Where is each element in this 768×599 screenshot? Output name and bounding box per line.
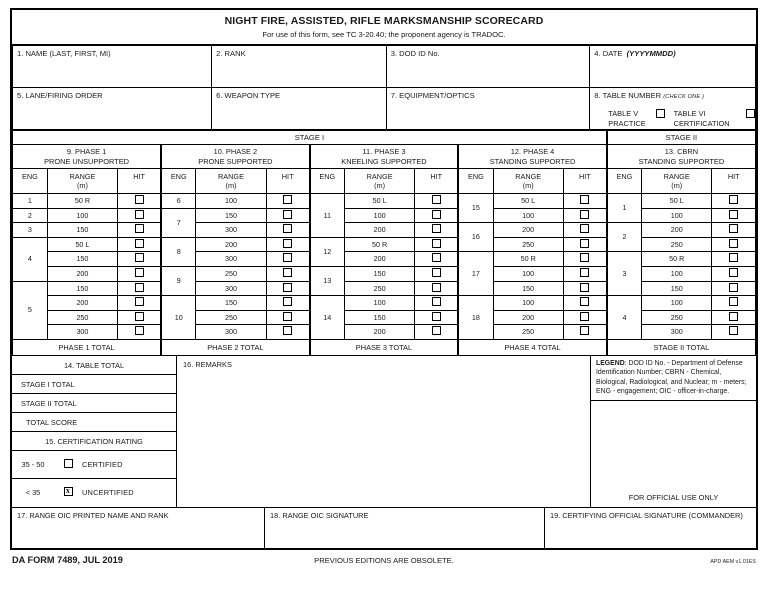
hit-cell[interactable] <box>266 194 309 209</box>
hit-cell[interactable] <box>118 310 161 325</box>
hit-cell[interactable] <box>266 223 309 238</box>
hit-cell[interactable] <box>563 266 606 281</box>
fouo-notice: FOR OFFICIAL USE ONLY <box>628 492 719 502</box>
column-header-row <box>13 169 756 194</box>
col-eng-2: ENG <box>161 169 196 194</box>
hit-cell[interactable] <box>118 252 161 267</box>
certification-rating-heading: 15. CERTIFICATION RATING <box>12 432 176 451</box>
hit-checkbox[interactable] <box>432 283 441 292</box>
range-cell: 100 <box>493 296 563 311</box>
table-row <box>13 252 756 267</box>
legend-block <box>591 356 756 401</box>
previous-editions-notice: PREVIOUS EDITIONS ARE OBSOLETE. <box>314 555 454 565</box>
check-one-hint: (CHECK ONE ) <box>663 94 705 100</box>
eng-cell: 12 <box>310 237 345 266</box>
hit-cell[interactable] <box>563 194 606 209</box>
phase-totals-row <box>13 339 756 355</box>
eng-cell: 3 <box>607 252 642 296</box>
scoring-grid <box>12 130 756 356</box>
hit-cell[interactable] <box>415 194 458 209</box>
hit-checkbox[interactable] <box>580 283 589 292</box>
hit-checkbox[interactable] <box>432 297 441 306</box>
field-date-label: 4. DATE <box>594 49 623 58</box>
col-range-4: RANGE (m) <box>493 169 563 194</box>
col-hit-2: HIT <box>266 169 309 194</box>
field-lane[interactable] <box>13 88 212 130</box>
hit-checkbox[interactable] <box>580 297 589 306</box>
range-cell: 150 <box>344 310 414 325</box>
hit-cell[interactable] <box>266 281 309 296</box>
hit-checkbox[interactable] <box>580 195 589 204</box>
range-cell: 100 <box>642 266 712 281</box>
field-equipment-optics-label: 7. EQUIPMENT/OPTICS <box>390 91 475 100</box>
range-cell: 50 R <box>47 194 117 209</box>
hit-checkbox[interactable] <box>283 283 292 292</box>
phase-1-total: PHASE 1 TOTAL <box>13 339 162 355</box>
hit-cell[interactable] <box>712 208 756 223</box>
hit-checkbox[interactable] <box>729 283 738 292</box>
range-cell: 300 <box>47 325 117 340</box>
eng-cell: 10 <box>161 296 196 340</box>
hit-checkbox[interactable] <box>729 326 738 335</box>
page-subtitle: For use of this form, see TC 3-20.40; the proponent agency is TRADOC. <box>262 30 506 39</box>
stage-band-row <box>13 131 756 145</box>
phase-3-total: PHASE 3 TOTAL <box>310 339 459 355</box>
phase-title-row <box>13 145 756 169</box>
table-number-options <box>594 109 755 128</box>
hit-checkbox[interactable] <box>283 210 292 219</box>
hit-checkbox[interactable] <box>283 312 292 321</box>
table-row <box>13 223 756 238</box>
stage-2-total: STAGE II TOTAL <box>607 339 756 355</box>
hit-cell[interactable] <box>712 266 756 281</box>
hit-cell[interactable] <box>266 310 309 325</box>
table-row <box>13 208 756 223</box>
stage-1-total-row[interactable]: STAGE I TOTAL <box>12 375 176 394</box>
hit-checkbox[interactable] <box>729 210 738 219</box>
eng-cell: 6 <box>161 194 196 209</box>
hit-cell[interactable] <box>118 208 161 223</box>
field-name[interactable] <box>13 46 212 88</box>
hit-checkbox[interactable] <box>283 253 292 262</box>
legend-text: : DOD ID No. - Department of Defense Identification Number; CBRN - Chemical, Biological, Radiological, and Nuclear; m - meters; ENG - engagement; OIC - officer-in-charge. <box>596 359 747 396</box>
range-cell: 250 <box>493 237 563 252</box>
hit-checkbox[interactable] <box>432 195 441 204</box>
col-range-1: RANGE (m) <box>47 169 117 194</box>
range-cell: 50 R <box>642 252 712 267</box>
range-cell: 250 <box>493 325 563 340</box>
totals-panel <box>12 356 177 507</box>
hit-cell[interactable] <box>563 310 606 325</box>
hit-cell[interactable] <box>415 296 458 311</box>
header-fields-table <box>12 45 756 130</box>
table-vi-label: TABLE VI CERTIFICATION <box>673 109 730 128</box>
total-score-row[interactable]: TOTAL SCORE <box>12 413 176 432</box>
eng-cell: 7 <box>161 208 196 237</box>
hit-checkbox[interactable] <box>729 239 738 248</box>
hit-cell[interactable] <box>563 296 606 311</box>
hit-cell[interactable] <box>118 194 161 209</box>
signature-row <box>12 507 756 548</box>
certified-label: CERTIFIED <box>82 459 123 469</box>
lower-section <box>12 356 756 507</box>
uncertified-range: < 35 <box>25 488 41 498</box>
eng-cell: 8 <box>161 237 196 266</box>
hit-cell[interactable] <box>118 281 161 296</box>
hit-cell[interactable] <box>712 194 756 209</box>
range-cell: 50 L <box>642 194 712 209</box>
legend-heading: LEGEND <box>596 359 625 367</box>
certified-checkbox[interactable] <box>64 459 73 468</box>
col-hit-3: HIT <box>415 169 458 194</box>
field-rank[interactable] <box>212 46 387 88</box>
certified-range: 35 - 50 <box>21 459 45 469</box>
range-cell: 150 <box>642 281 712 296</box>
range-cell: 150 <box>196 296 266 311</box>
field-weapon-type-label: 6. WEAPON TYPE <box>216 91 281 100</box>
table-row <box>13 194 756 209</box>
hit-checkbox[interactable] <box>135 283 144 292</box>
phase-1-header: 9. PHASE 1 PRONE UNSUPPORTED <box>13 145 162 169</box>
title-table <box>12 10 756 45</box>
hit-cell[interactable] <box>563 325 606 340</box>
hit-checkbox[interactable] <box>580 239 589 248</box>
scorecard-form <box>10 8 758 550</box>
hit-cell[interactable] <box>415 223 458 238</box>
field-rank-label: 2. RANK <box>216 49 246 58</box>
hit-checkbox[interactable] <box>135 312 144 321</box>
hit-checkbox[interactable] <box>580 268 589 277</box>
hit-cell[interactable] <box>266 296 309 311</box>
hit-checkbox[interactable] <box>283 326 292 335</box>
field-dod-id-label: 3. DOD ID No. <box>390 49 440 58</box>
range-cell: 200 <box>344 325 414 340</box>
table-row <box>13 237 756 252</box>
hit-checkbox[interactable] <box>432 239 441 248</box>
range-cell: 100 <box>493 208 563 223</box>
stage-1-header: STAGE I <box>13 131 607 145</box>
eng-cell: 17 <box>458 252 493 296</box>
range-cell: 50 L <box>47 237 117 252</box>
range-cell: 200 <box>493 310 563 325</box>
range-cell: 300 <box>196 325 266 340</box>
range-cell: 150 <box>47 281 117 296</box>
form-footer <box>10 550 758 574</box>
range-cell: 200 <box>196 237 266 252</box>
hit-cell[interactable] <box>712 237 756 252</box>
hit-checkbox[interactable] <box>729 312 738 321</box>
range-cell: 300 <box>196 223 266 238</box>
col-eng-5: ENG <box>607 169 642 194</box>
range-cell: 150 <box>196 208 266 223</box>
eng-cell: 3 <box>13 223 48 238</box>
range-cell: 150 <box>493 281 563 296</box>
hit-cell[interactable] <box>563 281 606 296</box>
range-cell: 100 <box>47 208 117 223</box>
hit-cell[interactable] <box>563 223 606 238</box>
hit-checkbox[interactable] <box>580 253 589 262</box>
signature-certifying-official[interactable]: 19. CERTIFYING OFFICIAL SIGNATURE (COMMANDER) <box>550 510 743 520</box>
range-cell: 250 <box>642 237 712 252</box>
eng-cell: 1 <box>607 194 642 223</box>
hit-checkbox[interactable] <box>283 195 292 204</box>
table-row <box>13 310 756 325</box>
eng-cell: 16 <box>458 223 493 252</box>
phase-2-header: 10. PHASE 2 PRONE SUPPORTED <box>161 145 310 169</box>
title-block <box>12 10 756 45</box>
range-cell: 100 <box>344 296 414 311</box>
range-cell: 100 <box>642 208 712 223</box>
hit-cell[interactable] <box>266 325 309 340</box>
uncertified-checkbox[interactable] <box>64 487 73 496</box>
hit-cell[interactable] <box>266 266 309 281</box>
hit-checkbox[interactable] <box>580 312 589 321</box>
hit-checkbox[interactable] <box>283 239 292 248</box>
range-cell: 150 <box>47 223 117 238</box>
range-cell: 50 R <box>344 237 414 252</box>
scoring-grid-body <box>13 194 756 340</box>
hit-cell[interactable] <box>415 310 458 325</box>
hit-cell[interactable] <box>415 281 458 296</box>
hit-checkbox[interactable] <box>283 224 292 233</box>
col-hit-1: HIT <box>118 169 161 194</box>
col-eng-1: ENG <box>13 169 48 194</box>
field-name-label: 1. NAME (LAST, FIRST, MI) <box>17 49 111 58</box>
field-date-format: (YYYYMMDD) <box>626 49 676 58</box>
range-cell: 250 <box>196 310 266 325</box>
range-cell: 200 <box>47 266 117 281</box>
phase-4-total: PHASE 4 TOTAL <box>458 339 607 355</box>
table-v-label: TABLE V PRACTICE <box>608 109 646 128</box>
eng-cell: 11 <box>310 194 345 238</box>
range-cell: 100 <box>196 194 266 209</box>
eng-cell: 4 <box>13 237 48 281</box>
range-cell: 250 <box>196 266 266 281</box>
certified-row <box>12 451 176 479</box>
hit-checkbox[interactable] <box>135 297 144 306</box>
hit-cell[interactable] <box>415 208 458 223</box>
hit-checkbox[interactable] <box>729 297 738 306</box>
range-cell: 250 <box>344 281 414 296</box>
hit-checkbox[interactable] <box>135 239 144 248</box>
hit-checkbox[interactable] <box>729 224 738 233</box>
hit-checkbox[interactable] <box>135 326 144 335</box>
eng-cell: 15 <box>458 194 493 223</box>
hit-cell[interactable] <box>415 237 458 252</box>
hit-cell[interactable] <box>712 252 756 267</box>
stage-2-header: STAGE II <box>607 131 756 145</box>
table-vi-checkbox[interactable] <box>746 109 755 118</box>
hit-cell[interactable] <box>118 325 161 340</box>
range-cell: 250 <box>47 310 117 325</box>
range-cell: 300 <box>196 252 266 267</box>
hit-checkbox[interactable] <box>432 312 441 321</box>
eng-cell: 5 <box>13 281 48 339</box>
remarks-label: 16. REMARKS <box>183 359 232 369</box>
hit-checkbox[interactable] <box>729 268 738 277</box>
form-id: DA FORM 7489, JUL 2019 <box>12 554 123 565</box>
hit-cell[interactable] <box>118 223 161 238</box>
hit-cell[interactable] <box>118 237 161 252</box>
field-equipment-optics[interactable] <box>386 88 590 130</box>
table-total-row[interactable]: 14. TABLE TOTAL <box>12 356 176 375</box>
range-cell: 200 <box>344 252 414 267</box>
hit-checkbox[interactable] <box>580 326 589 335</box>
uncertified-row <box>12 479 176 507</box>
hit-cell[interactable] <box>118 266 161 281</box>
col-hit-5: HIT <box>712 169 756 194</box>
field-table-number <box>590 88 756 130</box>
hit-checkbox[interactable] <box>135 253 144 262</box>
hit-cell[interactable] <box>266 208 309 223</box>
hit-checkbox[interactable] <box>135 224 144 233</box>
hit-cell[interactable] <box>563 208 606 223</box>
col-eng-4: ENG <box>458 169 493 194</box>
page-title: NIGHT FIRE, ASSISTED, RIFLE MARKSMANSHIP SCORECARD <box>224 15 544 27</box>
field-lane-label: 5. LANE/FIRING ORDER <box>17 91 103 100</box>
range-cell: 200 <box>344 223 414 238</box>
range-cell: 100 <box>344 208 414 223</box>
eng-cell: 2 <box>607 223 642 252</box>
hit-checkbox[interactable] <box>135 268 144 277</box>
hit-cell[interactable] <box>712 325 756 340</box>
legend-panel <box>591 356 756 507</box>
hit-cell[interactable] <box>712 310 756 325</box>
phase-cbrn-header: 13. CBRN STANDING SUPPORTED <box>607 145 756 169</box>
eng-cell: 18 <box>458 296 493 340</box>
range-cell: 200 <box>493 223 563 238</box>
eng-cell: 13 <box>310 266 345 295</box>
hit-checkbox[interactable] <box>135 210 144 219</box>
hit-cell[interactable] <box>415 252 458 267</box>
hit-cell[interactable] <box>712 296 756 311</box>
table-row <box>13 325 756 340</box>
hit-checkbox[interactable] <box>580 224 589 233</box>
phase-4-header: 12. PHASE 4 STANDING SUPPORTED <box>458 145 607 169</box>
phase-2-total: PHASE 2 TOTAL <box>161 339 310 355</box>
hit-checkbox[interactable] <box>135 195 144 204</box>
range-cell: 200 <box>642 223 712 238</box>
range-cell: 150 <box>47 252 117 267</box>
field-dod-id[interactable] <box>386 46 590 88</box>
col-eng-3: ENG <box>310 169 345 194</box>
hit-cell[interactable] <box>563 252 606 267</box>
eng-cell: 9 <box>161 266 196 295</box>
eng-cell: 14 <box>310 296 345 340</box>
hit-checkbox[interactable] <box>432 210 441 219</box>
field-date[interactable] <box>590 46 756 88</box>
range-cell: 50 L <box>493 194 563 209</box>
range-cell: 300 <box>642 325 712 340</box>
field-weapon-type[interactable] <box>212 88 387 130</box>
remarks-panel[interactable] <box>177 356 591 507</box>
hit-checkbox[interactable] <box>580 210 589 219</box>
hit-checkbox[interactable] <box>283 268 292 277</box>
hit-checkbox[interactable] <box>432 326 441 335</box>
col-range-5: RANGE (m) <box>642 169 712 194</box>
col-range-3: RANGE (m) <box>344 169 414 194</box>
hit-cell[interactable] <box>712 281 756 296</box>
col-hit-4: HIT <box>563 169 606 194</box>
table-row <box>13 296 756 311</box>
hit-cell[interactable] <box>266 252 309 267</box>
hit-checkbox[interactable] <box>432 224 441 233</box>
range-cell: 100 <box>642 296 712 311</box>
range-cell: 50 R <box>493 252 563 267</box>
hit-checkbox[interactable] <box>432 268 441 277</box>
table-row <box>13 281 756 296</box>
apd-version: APD AEM v1.01ES <box>710 558 756 565</box>
table-v-checkbox[interactable] <box>656 109 665 118</box>
uncertified-label: UNCERTIFIED <box>82 488 134 498</box>
eng-cell: 4 <box>607 296 642 340</box>
eng-cell: 1 <box>13 194 48 209</box>
hit-cell[interactable] <box>563 237 606 252</box>
hit-checkbox[interactable] <box>729 195 738 204</box>
col-range-2: RANGE (m) <box>196 169 266 194</box>
range-cell: 300 <box>196 281 266 296</box>
hit-cell[interactable] <box>712 223 756 238</box>
range-cell: 250 <box>642 310 712 325</box>
stage-2-total-row[interactable]: STAGE II TOTAL <box>12 394 176 413</box>
eng-cell: 2 <box>13 208 48 223</box>
range-cell: 200 <box>47 296 117 311</box>
hit-checkbox[interactable] <box>432 253 441 262</box>
hit-checkbox[interactable] <box>283 297 292 306</box>
field-table-number-label: 8. TABLE NUMBER <box>594 91 662 100</box>
range-cell: 50 L <box>344 194 414 209</box>
hit-cell[interactable] <box>415 266 458 281</box>
signature-oic[interactable]: 18. RANGE OIC SIGNATURE <box>265 508 545 548</box>
range-cell: 100 <box>493 266 563 281</box>
range-cell: 150 <box>344 266 414 281</box>
signature-oic-name[interactable]: 17. RANGE OIC PRINTED NAME AND RANK <box>12 508 265 548</box>
hit-checkbox[interactable] <box>729 253 738 262</box>
hit-cell[interactable] <box>118 296 161 311</box>
hit-cell[interactable] <box>415 325 458 340</box>
hit-cell[interactable] <box>266 237 309 252</box>
table-row <box>13 266 756 281</box>
phase-3-header: 11. PHASE 3 KNEELING SUPPORTED <box>310 145 459 169</box>
